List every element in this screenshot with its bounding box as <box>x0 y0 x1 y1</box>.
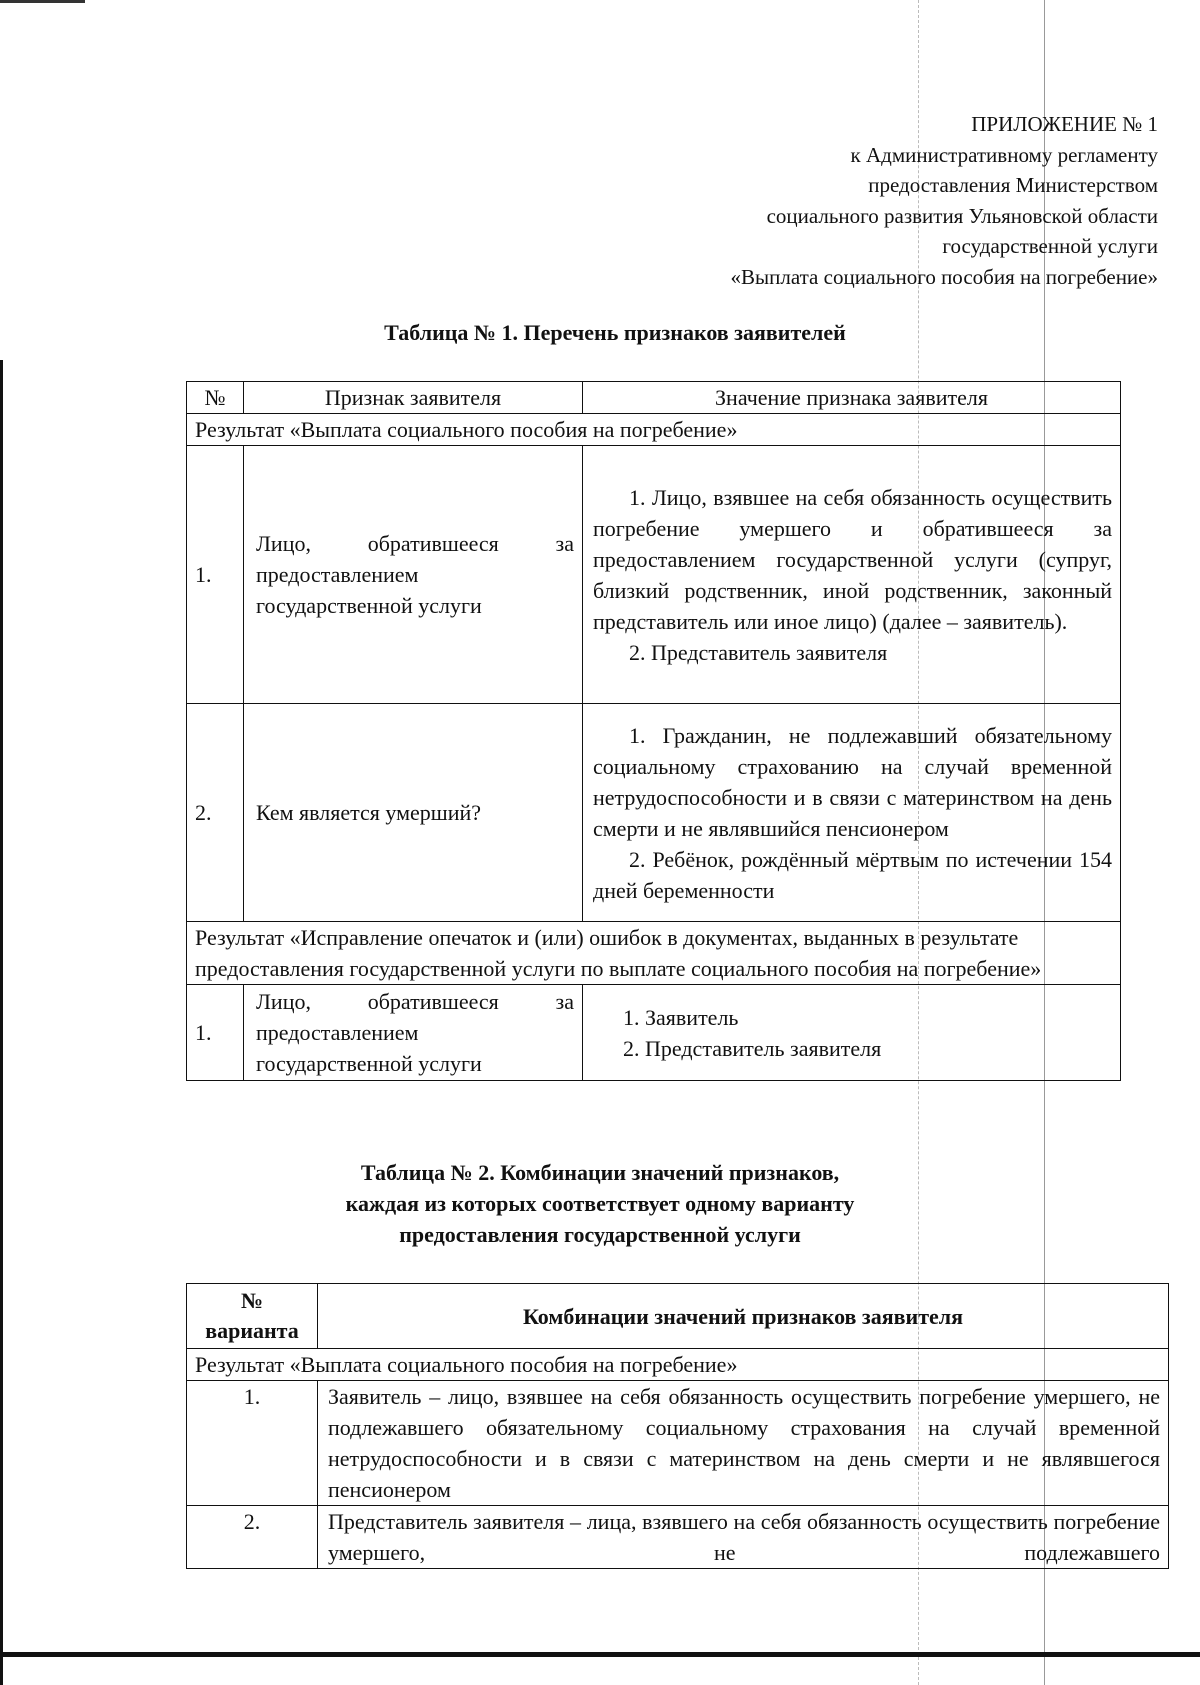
value-item: 2. Представитель заявителя <box>623 1035 882 1061</box>
value-item: 1. Лицо, взявшее на себя обязанность осуществить погребение умершего и обратившееся за предоставлением государственной услуги (супруг, близкий родственник, иной родственник, законный представитель или иное лицо) (далее – заявитель). <box>593 484 1112 634</box>
value-item: 2. Представитель заявителя <box>629 639 888 665</box>
table-header-row <box>187 1284 1169 1349</box>
col-header-value: Значение признака заявителя <box>583 382 1121 414</box>
applicant-features-table <box>186 381 1121 1081</box>
header-line: социального развития Ульяновской области <box>766 203 1158 228</box>
table2-title-line: предоставления государственной услуги <box>399 1222 801 1247</box>
row-sign: Лицо, обратившееся за предоставлением государственной услуги <box>244 446 583 704</box>
appendix-header <box>458 109 1158 292</box>
variant-number: 2. <box>187 1506 318 1569</box>
variant-description: Представитель заявителя – лица, взявшего на себя обязанность осуществить погребение умершего, не подлежавшего <box>318 1506 1169 1569</box>
header-line: ПРИЛОЖЕНИЕ № 1 <box>971 112 1158 136</box>
section-row <box>187 1349 1169 1381</box>
table-row <box>187 704 1121 922</box>
col-header-combination: Комбинации значений признаков заявителя <box>318 1284 1169 1349</box>
table-header-row <box>187 382 1121 414</box>
row-sign: Лицо, обратившееся за предоставлением государственной услуги <box>244 985 583 1081</box>
section-label: Результат «Выплата социального пособия на погребение» <box>187 1349 1169 1381</box>
table-row <box>187 446 1121 704</box>
col-header-num: № <box>187 382 244 414</box>
scan-artifact-top <box>0 0 85 3</box>
table2-title <box>0 1157 1200 1250</box>
value-item: 2. Ребёнок, рождённый мёртвым по истечении 154 дней беременности <box>593 846 1112 903</box>
section-label: Результат «Исправление опечаток и (или) ошибок в документах, выданных в результате предоставления государственной услуги по выплате социального пособия на погребение» <box>187 922 1121 985</box>
variant-number: 1. <box>187 1381 318 1506</box>
header-line: к Административному регламенту <box>850 142 1158 167</box>
section-row <box>187 414 1121 446</box>
row-values <box>583 446 1121 704</box>
header-line: предоставления Министерством <box>868 173 1158 197</box>
col-header-sign: Признак заявителя <box>244 382 583 414</box>
table-row <box>187 1506 1169 1569</box>
header-line: государственной услуги <box>942 234 1158 258</box>
variant-description: Заявитель – лицо, взявшее на себя обязанность осуществить погребение умершего, не подлежавшего обязательному социальному страхования на случай временной нетрудоспособности и в связи с материнством на день смерти и не являвшегося пенсионером <box>318 1381 1169 1506</box>
value-item: 1. Заявитель <box>623 1004 739 1030</box>
table-row <box>187 985 1121 1081</box>
row-values <box>583 985 1121 1081</box>
scan-bottom-edge <box>0 1652 1200 1657</box>
row-number: 1. <box>187 985 244 1081</box>
scan-left-edge <box>0 360 3 1685</box>
col-header-variant-line: № <box>240 1288 264 1313</box>
section-label: Результат «Выплата социального пособия на погребение» <box>187 414 1121 446</box>
header-line: «Выплата социального пособия на погребение» <box>730 264 1158 289</box>
value-item: 1. Гражданин, не подлежавший обязательному социальному страхованию на случай временной нетрудоспособности и в связи с материнством на день смерти и не являвшийся пенсионером <box>593 722 1112 841</box>
table2-title-line: Таблица № 2. Комбинации значений признаков, <box>360 1160 840 1185</box>
table2-title-line: каждая из которых соответствует одному варианту <box>345 1191 855 1216</box>
col-header-variant <box>187 1284 318 1349</box>
row-sign: Кем является умерший? <box>244 704 583 922</box>
row-number: 1. <box>187 446 244 704</box>
row-number: 2. <box>187 704 244 922</box>
section-row <box>187 922 1121 985</box>
col-header-variant-line: варианта <box>205 1318 299 1343</box>
variant-combinations-table <box>186 1283 1169 1569</box>
table-row <box>187 1381 1169 1506</box>
row-values <box>583 704 1121 922</box>
table1-title: Таблица № 1. Перечень признаков заявителей <box>384 320 846 345</box>
